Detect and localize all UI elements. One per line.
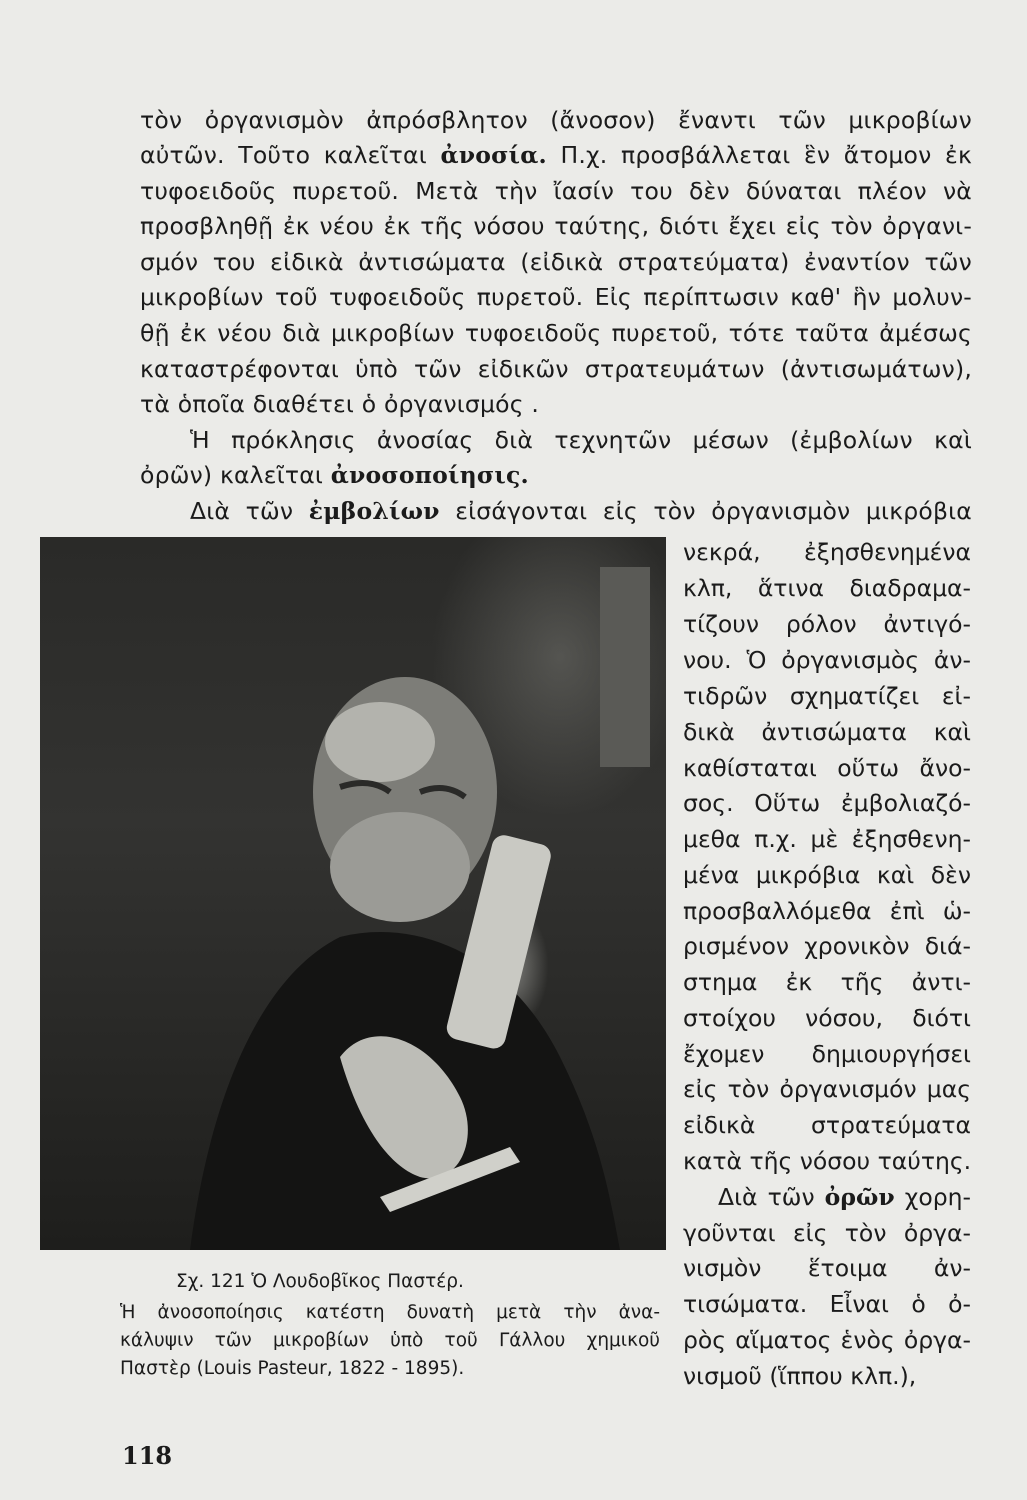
text-line-7: θῇ ἐκ νέου διὰ μικροβίων τυφοειδοῦς πυρετοῦ, τότε ταῦτα ἀμέσως [140,319,972,347]
text-line-1: τὸν ὀργανισμὸν ἀπρόσβλητον (ἄνοσον) ἔναντι τῶν μικροβίων [140,106,972,134]
side-line-5: τιδρῶν σχηματίζει εἰ- [683,682,971,710]
side-line-10: μένα μικρόβια καὶ δὲν [683,861,971,889]
text-span: ὀρῶν) καλεῖται [140,461,331,489]
text-span: εἰσάγονται εἰς τὸν ὀργανισμὸν μικρόβια [439,497,972,525]
side-line-21: νισμὸν ἕτοιμα ἀν- [683,1254,971,1282]
side-line-14: στοίχου νόσου, διότι [683,1004,971,1032]
side-line-20: γοῦνται εἰς τὸν ὀργα- [683,1219,971,1247]
side-line-9: μεθα π.χ. μὲ ἐξησθενη- [683,825,971,853]
portrait-illustration [40,537,666,1250]
text-span: Διὰ τῶν [190,497,309,525]
term-emvolia: ἐμβολίων [308,497,440,525]
term-anosopoiesis: ἀνοσοποίησις. [330,461,529,489]
text-line-10: Ἡ πρόκλησις ἀνοσίας διὰ τεχνητῶν μέσων (ἐμβολίων καὶ [190,426,972,454]
side-line-19 [718,1183,971,1211]
side-line-2: κλπ, ἅτινα διαδραμα- [683,574,971,602]
side-line-6: δικὰ ἀντισώματα καὶ [683,718,971,746]
text-span: χορη- [894,1183,971,1211]
text-line-12 [190,497,972,525]
text-line-3: τυφοειδοῦς πυρετοῦ. Μετὰ τὴν ἴασίν του δὲν δύναται πλέον νὰ [140,177,972,205]
side-line-8: σος. Οὕτω ἐμβολιαζό- [683,789,971,817]
side-line-11: προσβαλλόμεθα ἐπὶ ὡ- [683,897,971,925]
term-oroi: ὀρῶν [824,1183,895,1211]
side-line-23: ρὸς αἵματος ἑνὸς ὀργα- [683,1326,971,1354]
figure-caption-label: Σχ. 121 Ὁ Λουδοβῖκος Παστέρ. [176,1271,464,1292]
side-line-16: εἰς τὸν ὀργανισμόν μας [683,1075,971,1103]
text-line-4: προσβληθῇ ἐκ νέου ἐκ τῆς νόσου ταύτης, διότι ἔχει εἰς τὸν ὀργανι- [140,212,972,240]
side-line-22: τισώματα. Εἶναι ὁ ὀ- [683,1290,971,1318]
side-line-4: νου. Ὁ ὀργανισμὸς ἀν- [683,646,971,674]
side-line-3: τίζουν ρόλον ἀντιγό- [683,610,971,638]
text-line-9: τὰ ὁποῖα διαθέτει ὁ ὀργανισμός . [140,390,540,418]
side-line-24: νισμοῦ (ἵππου κλπ.), [683,1362,917,1390]
figure-caption-line-2: κάλυψιν τῶν μικροβίων ὑπὸ τοῦ Γάλλου χημικοῦ [120,1330,660,1351]
term-anosia: ἀνοσία. [440,141,547,169]
pasteur-photo [40,537,666,1250]
side-line-12: ρισμένον χρονικὸν διά- [683,932,971,960]
text-line-8: καταστρέφονται ὑπὸ τῶν εἰδικῶν στρατευμάτων (ἀντισωμάτων), [140,355,972,383]
side-line-1: νεκρά, ἐξησθενημένα [683,538,971,566]
figure-caption-line-1: Ἡ ἀνοσοποίησις κατέστη δυνατὴ μετὰ τὴν ἀνα- [120,1302,660,1323]
side-line-18: κατὰ τῆς νόσου ταύτης. [683,1147,972,1175]
side-line-15: ἔχομεν δημιουργήσει [683,1040,971,1068]
text-line-5: σμόν του εἰδικὰ ἀντισώματα (εἰδικὰ στρατεύματα) ἐναντίον τῶν [140,248,972,276]
figure-caption-line-3: Παστὲρ (Louis Pasteur, 1822 - 1895). [120,1358,465,1379]
text-span: Διὰ τῶν [718,1183,825,1211]
page-number: 118 [122,1441,173,1470]
side-line-17: εἰδικὰ στρατεύματα [683,1111,971,1139]
text-span: αὐτῶν. Τοῦτο καλεῖται [140,141,441,169]
text-line-2 [140,141,972,169]
side-line-13: στημα ἐκ τῆς ἀντι- [683,968,971,996]
side-line-7: καθίσταται οὕτω ἄνο- [683,754,971,782]
text-line-11 [140,461,972,489]
text-line-6: μικροβίων τοῦ τυφοειδοῦς πυρετοῦ. Εἰς περίπτωσιν καθ' ἣν μολυν- [140,283,972,311]
text-span: Π.χ. προσβάλλεται ἓν ἄτομον ἐκ [546,141,972,169]
